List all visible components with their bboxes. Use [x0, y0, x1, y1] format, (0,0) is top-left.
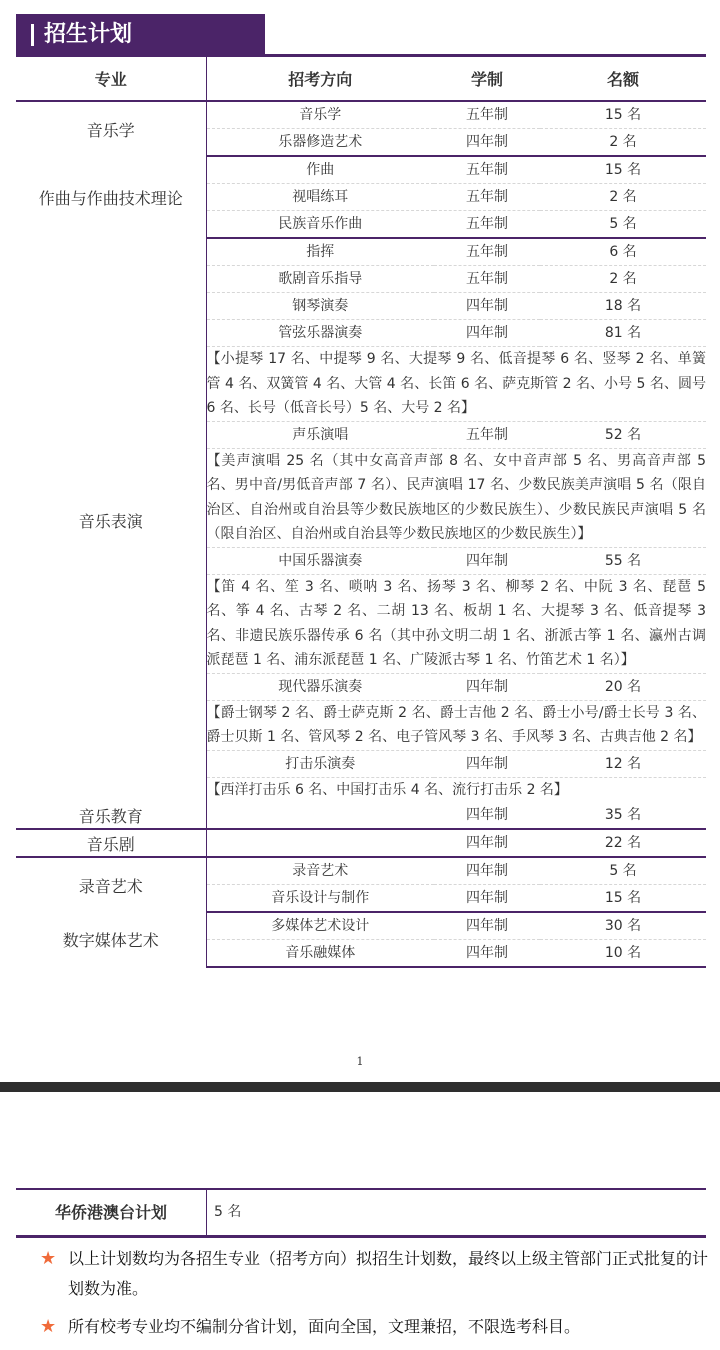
duration-cell: 四年制: [434, 857, 540, 885]
direction-cell: 指挥: [206, 238, 434, 266]
quota-cell: 55 名: [540, 547, 706, 574]
direction-cell: 作曲: [206, 156, 434, 184]
instrument-breakdown-note: 【笛 4 名、笙 3 名、唢呐 3 名、扬琴 3 名、柳琴 2 名、中阮 3 名、琵琶 5 名、筝 4 名、古琴 2 名、二胡 13 名、板胡 1 名、大提琴 3 名、低音提琴 3 名、非遗民族乐器传承 6 名（其中孙文明二胡 1 名、浙派古筝 1 名、瀛州古调派琵琶 1 名、浦东派琵琶 1 名、广陵派古琴 1 名、竹笛艺术 1 名）】: [206, 574, 706, 673]
table-row: [16, 829, 706, 857]
direction-cell: 多媒体艺术设计: [206, 912, 434, 940]
quota-cell: 35 名: [540, 802, 706, 829]
duration-cell: 五年制: [434, 184, 540, 211]
direction-cell: [206, 829, 434, 857]
star-icon: ★: [40, 1248, 57, 1269]
direction-cell: 声乐演唱: [206, 421, 434, 448]
quota-cell: 10 名: [540, 940, 706, 968]
quota-cell: 15 名: [540, 101, 706, 129]
direction-cell: 乐器修造艺术: [206, 129, 434, 157]
duration-cell: 五年制: [434, 156, 540, 184]
quota-cell: 18 名: [540, 293, 706, 320]
page-divider: [0, 1082, 720, 1092]
duration-cell: 四年制: [434, 912, 540, 940]
direction-cell: 打击乐演奏: [206, 750, 434, 777]
table-row: [16, 101, 706, 129]
direction-cell: 民族音乐作曲: [206, 211, 434, 239]
note-item: [40, 1312, 710, 1342]
star-icon: ★: [40, 1316, 57, 1337]
table-body: [16, 101, 706, 967]
title-pipe-decoration: [31, 24, 34, 46]
header-direction: 招考方向: [206, 57, 434, 101]
duration-cell: 四年制: [434, 750, 540, 777]
direction-cell: 音乐设计与制作: [206, 885, 434, 913]
quota-cell: 30 名: [540, 912, 706, 940]
major-cell: 作曲与作曲技术理论: [16, 156, 206, 238]
table-header-row: [16, 57, 706, 101]
major-cell: 音乐学: [16, 101, 206, 156]
note-text: 所有校考专业均不编制分省计划，面向全国，文理兼招，不限选考科目。: [68, 1317, 581, 1336]
duration-cell: 五年制: [434, 266, 540, 293]
instrument-breakdown-note: 【西洋打击乐 6 名、中国打击乐 4 名、流行打击乐 2 名】: [206, 781, 568, 798]
header-quota: 名额: [540, 57, 706, 101]
quota-cell: 12 名: [540, 750, 706, 777]
table-row: [16, 912, 706, 940]
quota-cell: 5 名: [540, 857, 706, 885]
header-duration: 学制: [434, 57, 540, 101]
direction-cell: 歌剧音乐指导: [206, 266, 434, 293]
quota-cell: 2 名: [540, 129, 706, 157]
duration-cell: 四年制: [434, 940, 540, 968]
duration-cell: 五年制: [434, 211, 540, 239]
direction-cell: [206, 802, 434, 829]
instrument-breakdown-note: 【小提琴 17 名、中提琴 9 名、大提琴 9 名、低音提琴 6 名、竖琴 2 名、单簧管 4 名、双簧管 4 名、大管 4 名、长笛 6 名、萨克斯管 2 名、小号 5 名、圆号 6 名、长号（低音长号）5 名、大号 2 名】: [206, 347, 706, 422]
hk-plan-value: 5 名: [214, 1204, 242, 1220]
duration-cell: 四年制: [434, 673, 540, 700]
quota-cell: 15 名: [540, 156, 706, 184]
direction-cell: 中国乐器演奏: [206, 547, 434, 574]
quota-cell: 81 名: [540, 320, 706, 347]
note-item: [40, 1244, 710, 1304]
section-title-text: 招生计划: [44, 22, 133, 47]
quota-cell: 22 名: [540, 829, 706, 857]
duration-cell: 四年制: [434, 547, 540, 574]
quota-cell: 15 名: [540, 885, 706, 913]
hk-table-bottom-rule: [16, 1235, 706, 1238]
duration-cell: 五年制: [434, 238, 540, 266]
instrument-breakdown-note: 【美声演唱 25 名（其中女高音声部 8 名、女中音声部 5 名、男高音声部 5 名、男中音/男低音声部 7 名）、民声演唱 17 名、少数民族美声演唱 5 名（限自治区、自治州或自治县等少数民族地区的少数民族生）、少数民族民声演唱 5 名（限自治区、自治州或自治县等少数民族地区的少数民族生）】: [206, 448, 706, 547]
major-cell: 音乐剧: [16, 829, 206, 857]
enrollment-plan-table: [16, 57, 706, 968]
quota-cell: 20 名: [540, 673, 706, 700]
major-cell: 音乐教育: [16, 802, 206, 829]
direction-cell: 钢琴演奏: [206, 293, 434, 320]
duration-cell: 五年制: [434, 101, 540, 129]
duration-cell: 四年制: [434, 802, 540, 829]
table-row: [16, 857, 706, 885]
direction-cell: 现代器乐演奏: [206, 673, 434, 700]
quota-cell: 52 名: [540, 421, 706, 448]
direction-cell: 音乐融媒体: [206, 940, 434, 968]
duration-cell: 四年制: [434, 885, 540, 913]
direction-cell: 管弦乐器演奏: [206, 320, 434, 347]
section-title: [16, 14, 265, 55]
major-cell: 音乐表演: [16, 238, 206, 802]
notes-list: [40, 1244, 710, 1350]
note-text: 以上计划数均为各招生专业（招考方向）拟招生计划数，最终以上级主管部门正式批复的计划数为准。: [68, 1249, 709, 1298]
major-cell: 数字媒体艺术: [16, 912, 206, 967]
direction-cell: 视唱练耳: [206, 184, 434, 211]
page-number: 1: [356, 1055, 364, 1068]
quota-cell: 2 名: [540, 266, 706, 293]
table-row: [16, 802, 706, 829]
duration-cell: 四年制: [434, 829, 540, 857]
duration-cell: 四年制: [434, 129, 540, 157]
quota-cell: 2 名: [540, 184, 706, 211]
quota-cell: 5 名: [540, 211, 706, 239]
duration-cell: 五年制: [434, 421, 540, 448]
hk-plan-label: 华侨港澳台计划: [16, 1190, 207, 1235]
direction-cell: 录音艺术: [206, 857, 434, 885]
major-cell: 录音艺术: [16, 857, 206, 912]
table-row: [16, 238, 706, 266]
duration-cell: 四年制: [434, 293, 540, 320]
instrument-breakdown-note: 【爵士钢琴 2 名、爵士萨克斯 2 名、爵士吉他 2 名、爵士小号/爵士长号 3 名、爵士贝斯 1 名、管风琴 2 名、电子管风琴 3 名、手风琴 3 名、古典吉他 2 名】: [206, 700, 706, 750]
header-major: 专业: [16, 57, 206, 101]
direction-cell: 音乐学: [206, 101, 434, 129]
quota-cell: 6 名: [540, 238, 706, 266]
duration-cell: 四年制: [434, 320, 540, 347]
table-row: [16, 156, 706, 184]
